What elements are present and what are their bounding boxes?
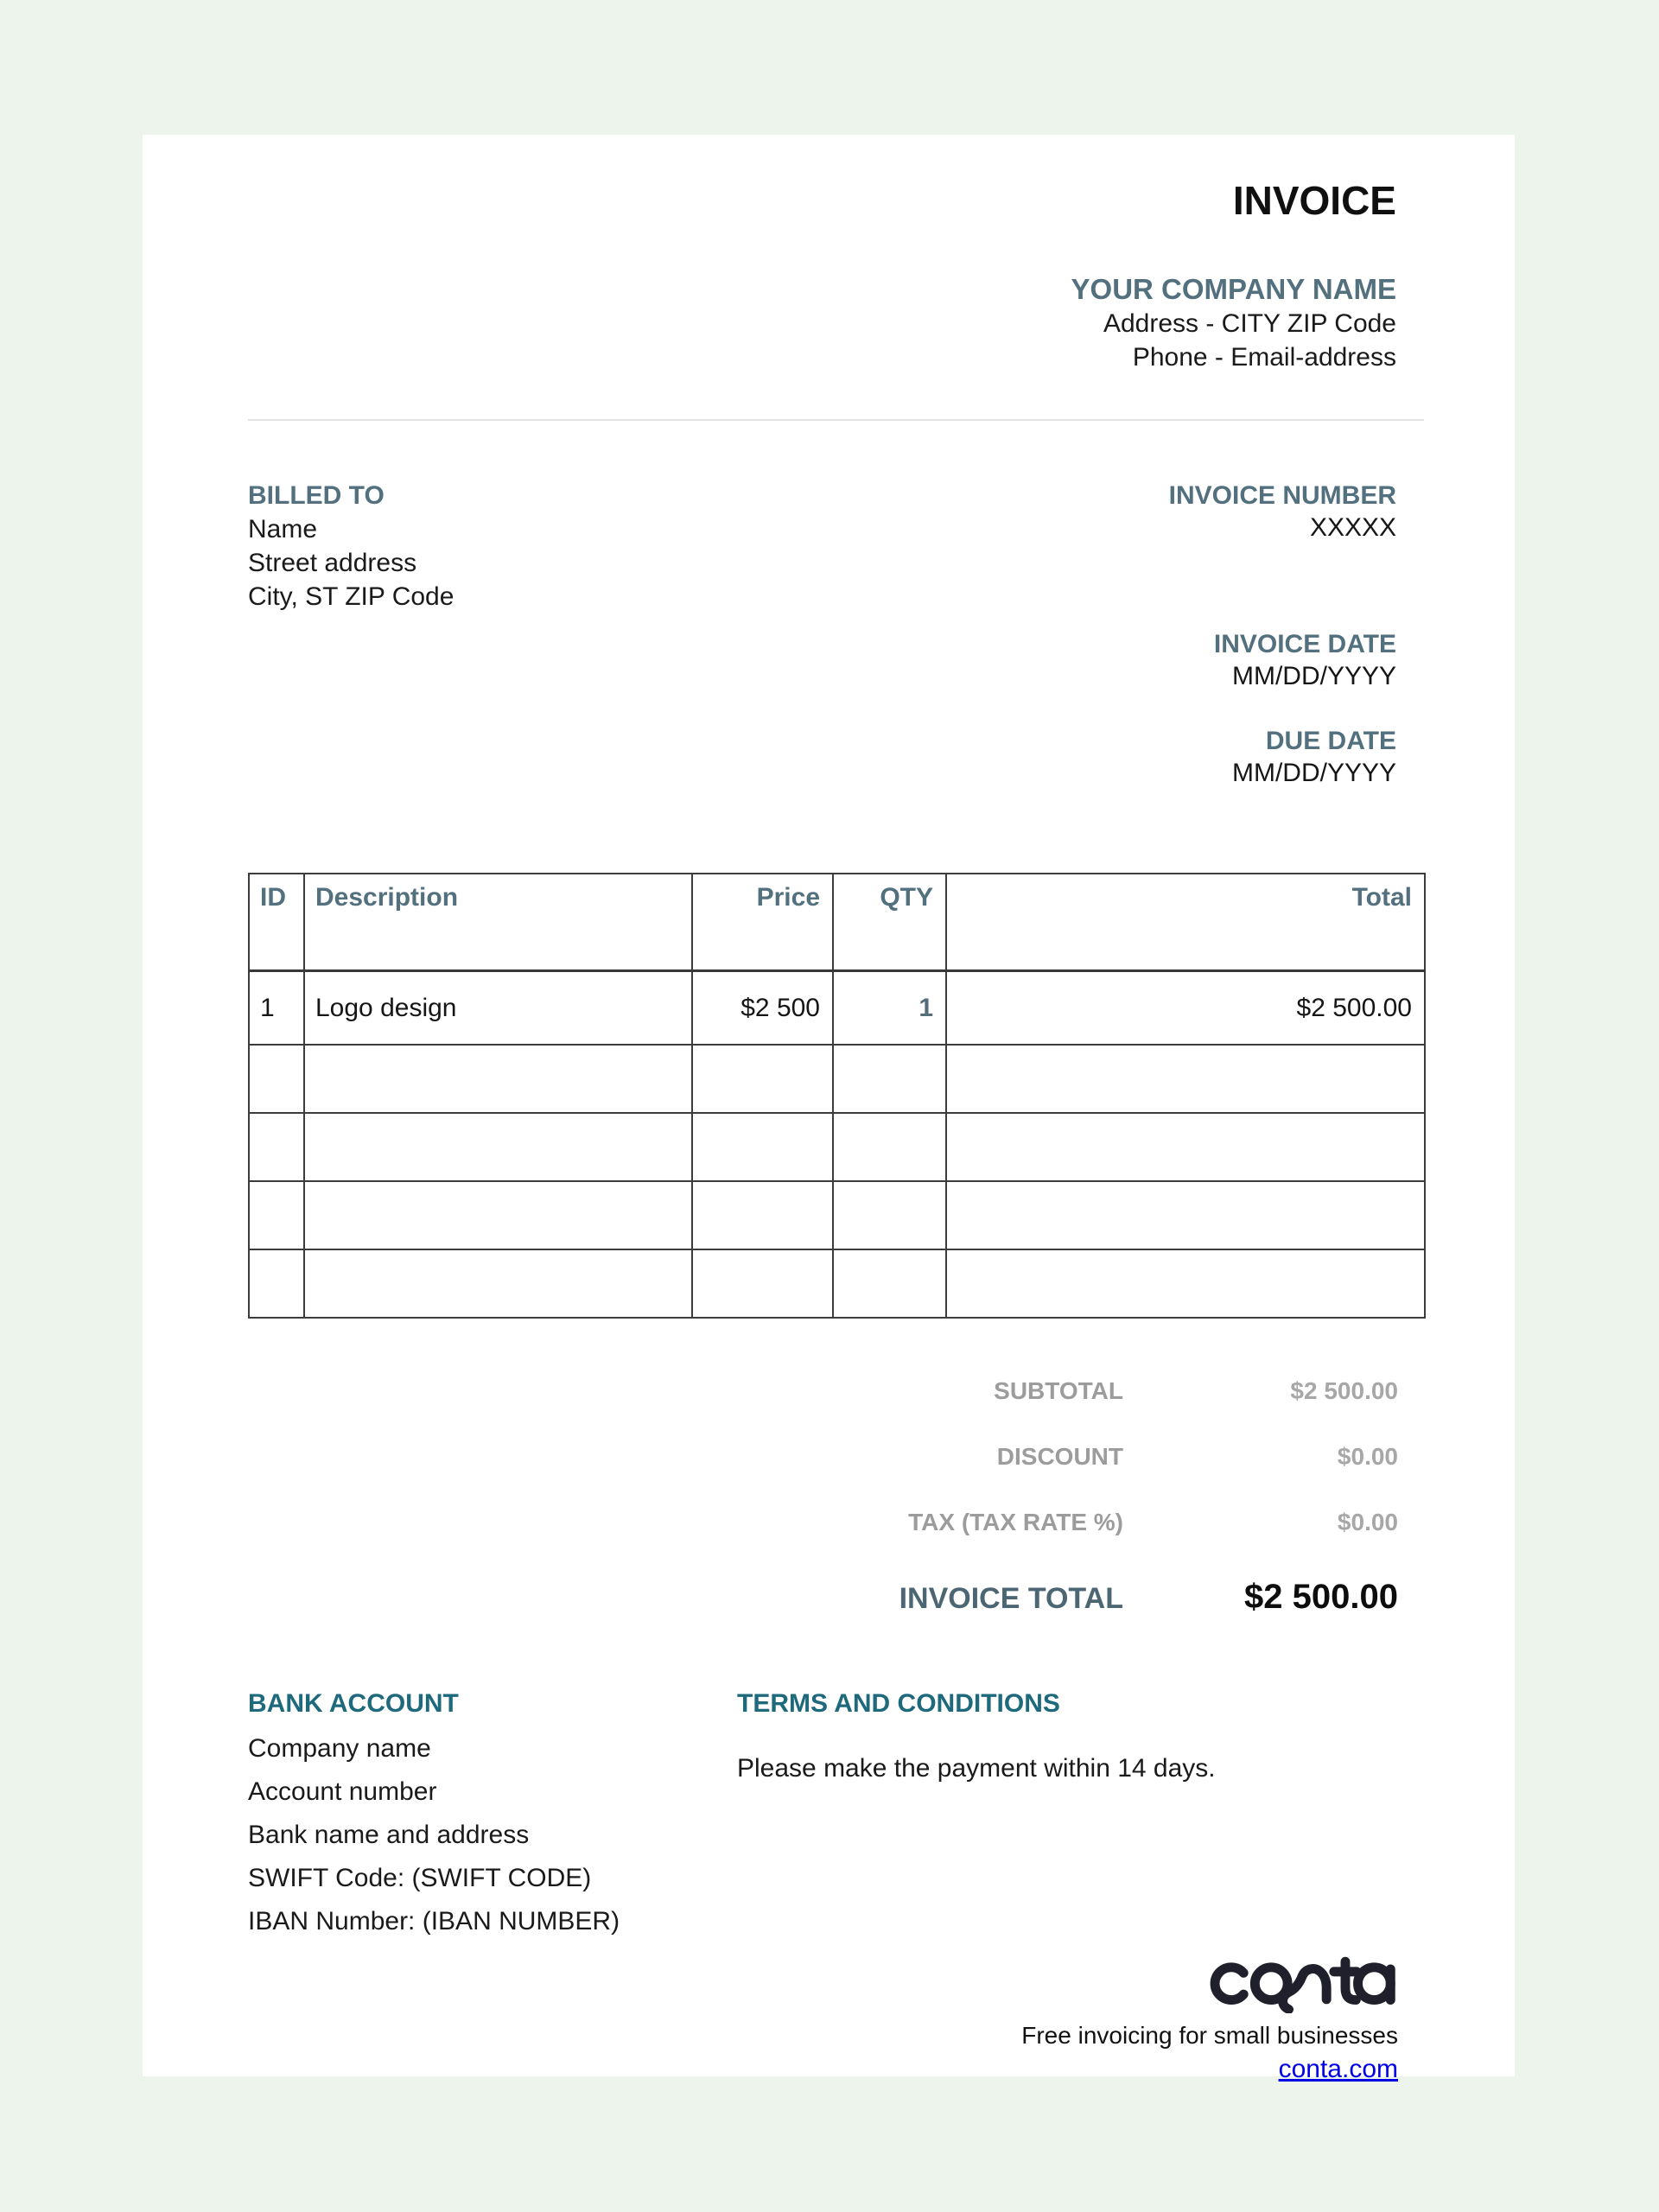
subtotal-row — [248, 1376, 1398, 1406]
empty-item-row — [249, 1249, 1425, 1318]
discount-row — [248, 1442, 1398, 1471]
due-date-value: MM/DD/YYYY — [1231, 759, 1396, 787]
payment-info-section — [248, 1688, 1424, 1943]
company-block — [248, 272, 1396, 374]
bank-iban-number: IBAN Number: (IBAN NUMBER) — [248, 1907, 620, 1936]
footer-branding — [248, 1950, 1398, 2085]
terms-text: Please make the payment within 14 days. — [737, 1754, 1216, 1783]
items-header-row — [249, 874, 1425, 971]
header-divider — [248, 419, 1424, 421]
bank-account-lines — [248, 1727, 737, 1943]
item-id-cell: 1 — [249, 971, 304, 1046]
terms-label: TERMS AND CONDITIONS — [737, 1689, 1060, 1718]
bank-swift-code: SWIFT Code: (SWIFT CODE) — [248, 1864, 592, 1892]
subtotal-value: $2 500.00 — [1290, 1377, 1398, 1404]
col-header-qty: QTY — [833, 874, 946, 971]
invoice-meta-block — [1169, 480, 1396, 790]
logo-letter-c — [1215, 1967, 1243, 2000]
billed-to-street: Street address — [248, 549, 417, 577]
bank-name-address: Bank name and address — [248, 1821, 530, 1849]
billed-to-city: City, ST ZIP Code — [248, 582, 454, 611]
col-header-description: Description — [304, 874, 692, 971]
footer-tagline: Free invoicing for small businesses — [1021, 2022, 1398, 2049]
due-date-label: DUE DATE — [1265, 727, 1396, 755]
empty-item-row — [249, 1113, 1425, 1181]
items-table — [248, 873, 1426, 1319]
page-title: INVOICE — [1232, 178, 1396, 223]
invoice-number-value: XXXXX — [1309, 513, 1396, 542]
company-address: Address - CITY ZIP Code — [1103, 309, 1396, 338]
invoice-date-label: INVOICE DATE — [1213, 630, 1396, 658]
subtotal-label: SUBTOTAL — [994, 1377, 1123, 1404]
item-total-cell: $2 500.00 — [946, 971, 1425, 1046]
discount-value: $0.00 — [1337, 1443, 1398, 1470]
bank-account-label: BANK ACCOUNT — [248, 1689, 459, 1718]
logo-letter-a-bowl — [1357, 1967, 1390, 2000]
meta-section — [248, 480, 1424, 790]
empty-item-row — [249, 1181, 1425, 1249]
item-description-cell: Logo design — [304, 971, 692, 1046]
tax-value: $0.00 — [1337, 1509, 1398, 1535]
bank-account-block — [248, 1688, 737, 1943]
invoice-total-value: $2 500.00 — [1244, 1578, 1398, 1616]
invoice-date-group — [1169, 628, 1396, 693]
invoice-header — [248, 177, 1396, 374]
billed-to-label: BILLED TO — [248, 481, 385, 510]
invoice-number-group — [1169, 480, 1396, 544]
invoice-date-value: MM/DD/YYYY — [1231, 662, 1396, 690]
due-date-group — [1169, 725, 1396, 790]
invoice-total-label: INVOICE TOTAL — [899, 1582, 1123, 1615]
col-header-total: Total — [946, 874, 1425, 971]
terms-block — [737, 1688, 1424, 1943]
bank-account-number: Account number — [248, 1777, 437, 1806]
invoice-total-row — [248, 1577, 1398, 1618]
summary-section — [248, 1376, 1424, 1618]
item-price-cell: $2 500 — [692, 971, 833, 1046]
tax-row — [248, 1508, 1398, 1537]
empty-item-row — [249, 1045, 1425, 1113]
company-name: YOUR COMPANY NAME — [1071, 273, 1396, 305]
billed-to-name: Name — [248, 515, 318, 543]
conta-link[interactable]: conta.com — [1278, 2055, 1398, 2083]
tax-label: TAX (TAX RATE %) — [908, 1509, 1123, 1535]
item-qty-cell: 1 — [833, 971, 946, 1046]
discount-label: DISCOUNT — [996, 1443, 1123, 1470]
company-contact: Phone - Email-address — [1132, 343, 1396, 372]
invoice-sheet — [143, 135, 1515, 2083]
col-header-id: ID — [249, 874, 304, 971]
invoice-number-label: INVOICE NUMBER — [1168, 481, 1396, 510]
bank-company-name: Company name — [248, 1734, 431, 1763]
item-row — [249, 971, 1425, 1046]
billed-to-block — [248, 480, 454, 790]
conta-logo — [1210, 1950, 1398, 2013]
col-header-price: Price — [692, 874, 833, 971]
